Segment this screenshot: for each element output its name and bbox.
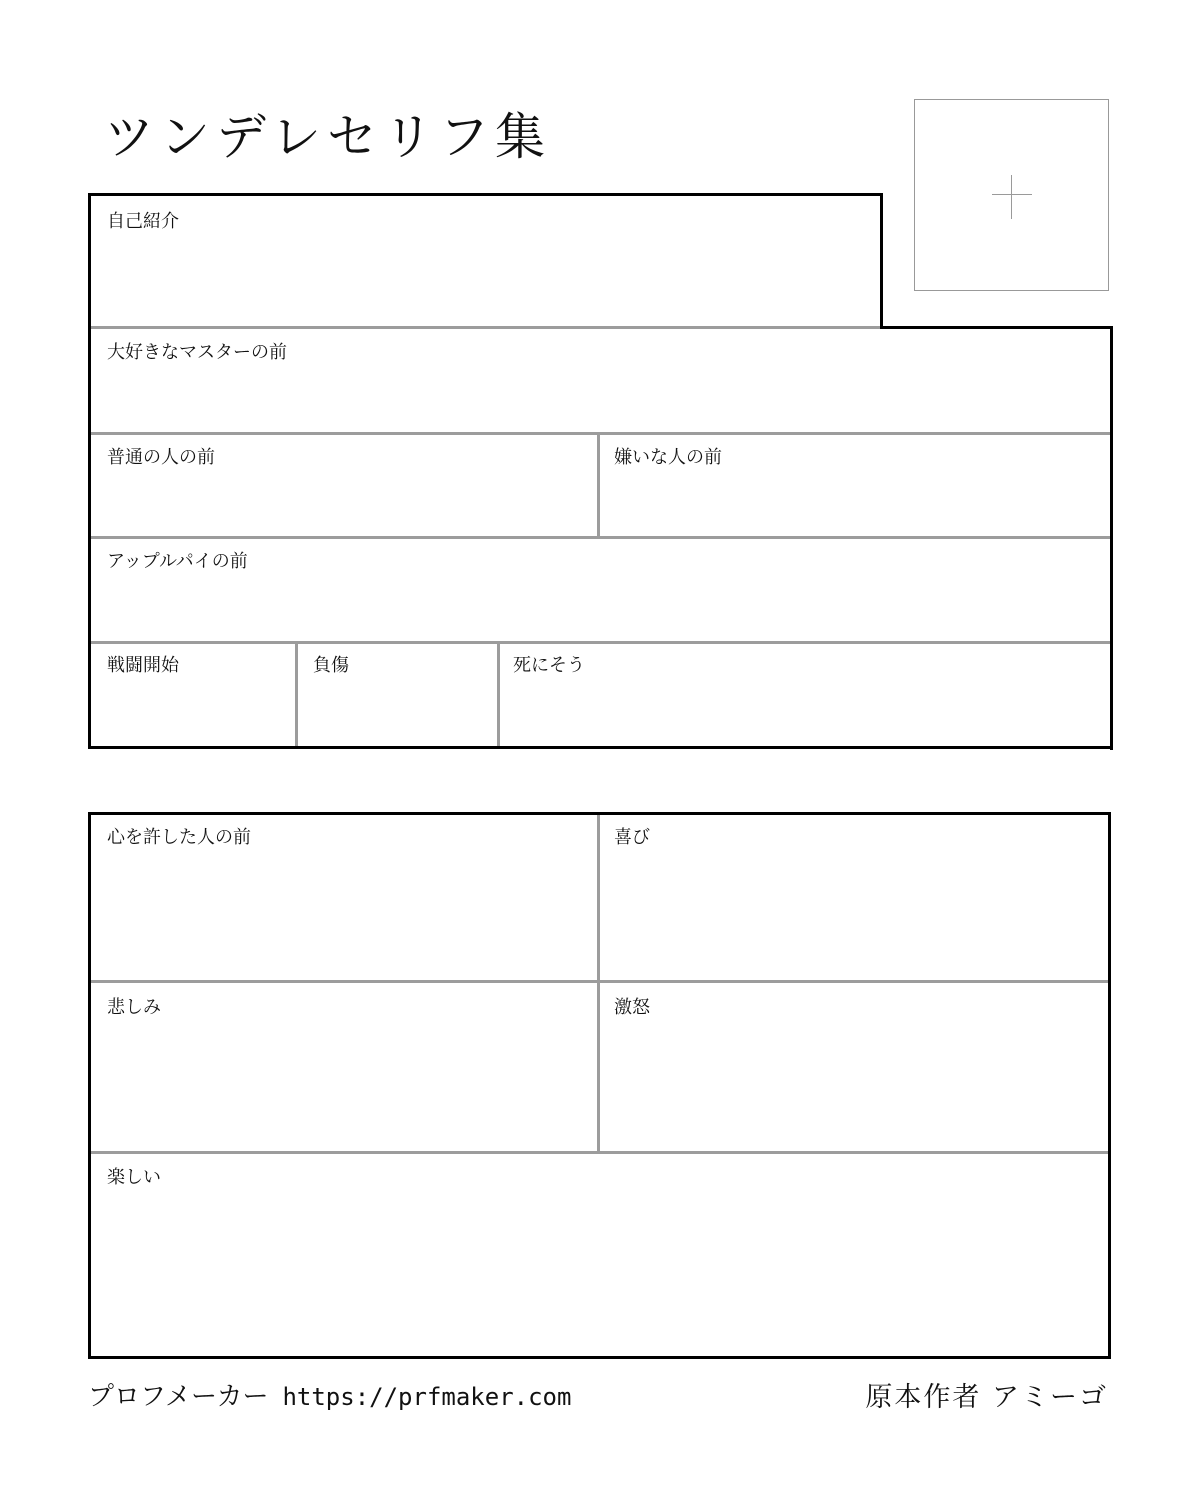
battle-start-label: 戦闘開始	[107, 655, 179, 676]
injury-label: 負傷	[313, 655, 349, 676]
photo-upload-box[interactable]	[914, 99, 1109, 291]
plus-icon	[992, 175, 1032, 215]
disliked-person-label: 嫌いな人の前	[614, 447, 722, 468]
footer-author: 原本作者 アミーゴ	[865, 1382, 1108, 1413]
near-death-label: 死にそう	[513, 655, 585, 676]
fun-label: 楽しい	[107, 1167, 161, 1188]
page-title: ツンデレセリフ集	[104, 108, 551, 166]
rage-label: 激怒	[614, 997, 650, 1018]
footer-url-link[interactable]: https://prfmaker.com	[282, 1383, 572, 1411]
footer-brand	[88, 1376, 571, 1413]
sadness-label: 悲しみ	[107, 997, 161, 1018]
beloved-master-label: 大好きなマスターの前	[107, 342, 287, 363]
normal-person-label: 普通の人の前	[107, 447, 215, 468]
footer-brand-name: プロフメーカー	[88, 1382, 269, 1412]
joy-label: 喜び	[614, 827, 650, 848]
self-intro-label: 自己紹介	[107, 211, 179, 232]
trusted-person-label: 心を許した人の前	[107, 827, 251, 848]
apple-pie-label: アップルパイの前	[107, 551, 248, 572]
